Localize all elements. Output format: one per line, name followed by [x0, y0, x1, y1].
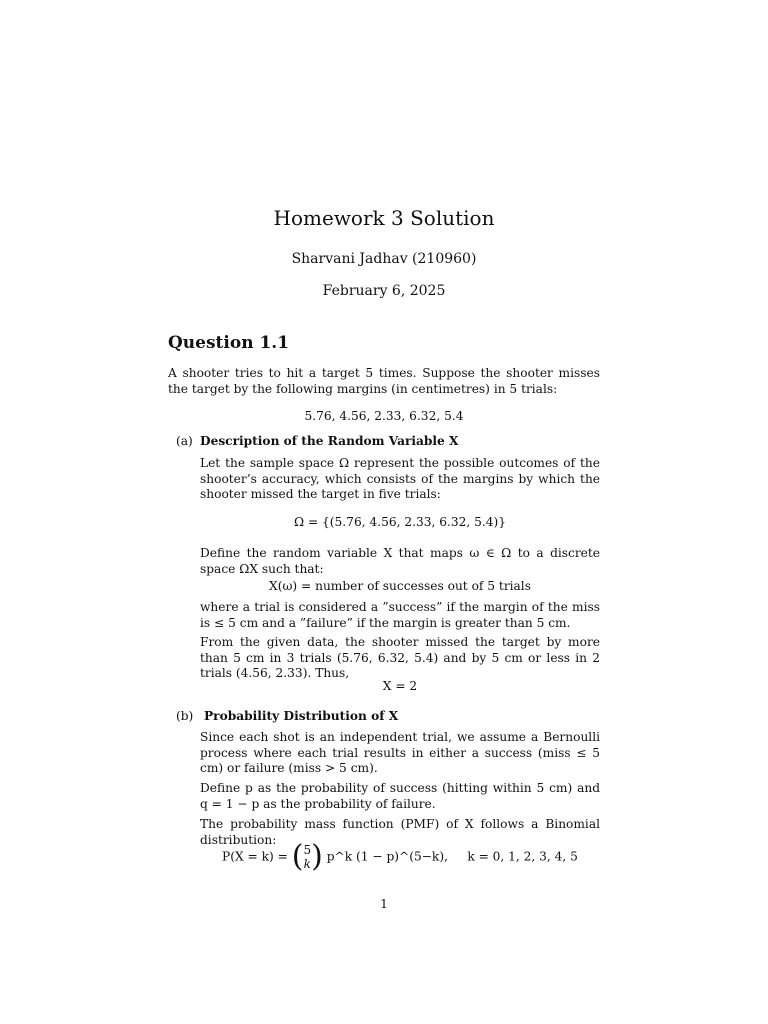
binomial-pmf-equation	[200, 839, 600, 874]
part-a-paragraph-2: Define the random variable X that maps ω ∈ Ω to a discrete space ΩX such that:	[200, 546, 600, 576]
left-paren: (	[291, 839, 304, 874]
author-line: Sharvani Jadhav (210960)	[291, 251, 477, 267]
x-value-equation: X = 2	[382, 679, 418, 693]
part-a-paragraph-3: where a trial is considered a ”success” if the margin of the miss is ≤ 5 cm and a ”failure” if the margin is greater than 5 cm.	[200, 600, 600, 630]
random-variable-definition: X(ω) = number of successes out of 5 trials	[269, 579, 531, 593]
part-b-paragraph-2: Define p as the probability of success (hitting within 5 cm) and q = 1 − p as the probability of failure.	[200, 781, 600, 811]
part-a-heading: Description of the Random Variable X	[200, 434, 459, 448]
right-paren: )	[311, 839, 323, 874]
margins-equation: 5.76, 4.56, 2.33, 6.32, 5.4	[304, 409, 464, 423]
sample-space-equation: Ω = {(5.76, 4.56, 2.33, 6.32, 5.4)}	[293, 515, 506, 529]
document-title: Homework 3 Solution	[273, 206, 495, 230]
part-a-paragraph-4: From the given data, the shooter missed the target by more than 5 cm in 3 trials (5.76, 6.32, 5.4) and by 5 cm or less in 2 trials (4.56, 2.33). Thus,	[200, 635, 600, 680]
page-number: 1	[380, 897, 388, 911]
part-b-paragraph-3: The probability mass function (PMF) of X follows a Binomial distribution:	[200, 817, 600, 847]
part-b-label: (b)	[176, 709, 194, 723]
pmf-range: k = 0, 1, 2, 3, 4, 5	[467, 849, 578, 864]
binom-top: 5	[303, 843, 312, 857]
part-b-paragraph-1: Since each shot is an independent trial, we assume a Bernoulli process where each trial results in either a success (miss ≤ 5 cm) or failure (miss > 5 cm).	[200, 730, 600, 775]
question-heading: Question 1.1	[168, 333, 290, 353]
binom-bottom: k	[303, 857, 311, 871]
part-a-paragraph-1: Let the sample space Ω represent the possible outcomes of the shooter’s accuracy, which consists of the margins by which the shooter missed the target in five trials:	[200, 456, 600, 501]
date-line: February 6, 2025	[322, 283, 446, 299]
pmf-rhs: p^k (1 − p)^(5−k),	[326, 849, 448, 864]
part-a-label: (a)	[176, 434, 193, 448]
part-b-heading: Probability Distribution of X	[204, 709, 399, 723]
question-intro: A shooter tries to hit a target 5 times. Suppose the shooter misses the target by the following margins (in centimetres) in 5 trials:	[168, 366, 600, 396]
binomial-coefficient	[291, 839, 323, 874]
pmf-lhs: P(X = k) =	[222, 849, 288, 864]
